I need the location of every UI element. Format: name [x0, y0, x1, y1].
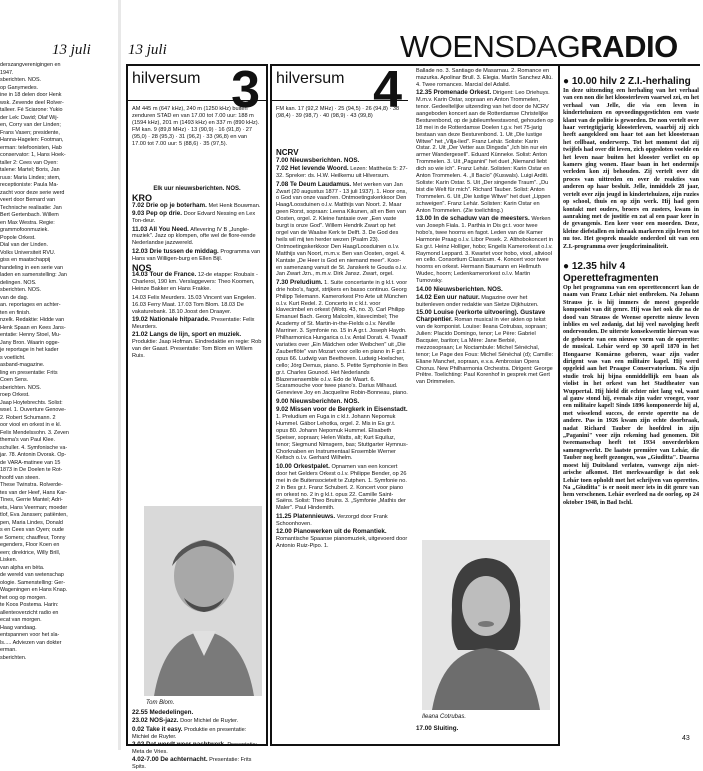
left-column-line: talleer. Fé Sciarone: Yukio [0, 107, 63, 113]
article-body-operettefragmenten: Op het programma van een operetteconcert kan de naam van Franz Lehár niet ontbreken. Na Johann Strauss jr. is hij immers de meest gespeelde komponist van dit genre. Hij was het ook die na de dood van Strauss de Weense operette nieuw leven inblies en wel zodanig, dat hij veel navolging heeft ondervonden. De uiterste konsekwentie hiervan was de geboorte van een nieuwe vorm van de operette: de musical. Lehár werd op 30 april 1870 in het Hongaarse Komárno geboren, waar zijn vader dirigent was van een militaire kapel. Hij werd opgeleid aan het Praagse Conservatorium. Na zijn studie trok hij bijna onmiddellijk een baan als violist in het orkest van het Stadtheater van Wuppertal. Hij hield dit echter niet lang vol, want al gauw stond hij, evenals zijn vader vroeger, voor een militaire kapel! Sinds 1896 komponeerde hij al, met wisselend succes, de eerste operette na de andere. Pas in 1926 kwam zijn echte doorbraak, nadat Richard Tauber de hoofdrol in zijn „Paganini" voor zijn rekening had genomen. Dit tweemanschap heeft tot 1934 onverderbken samengewerkt. De laatste première van Lehár, die Tauber nog heeft gezongen, was „Giuditta". Daarna moest hij Duitsland verlaten, vanwege zijn niet-arische afkomst. Het merkwaardige is dat ook Lehár toen opholdt met het schrijven van operettes. Na „Giuditta" is er nooit meer iets in dit genre van hem verschenen. Lehár overleed na de oorlog, op 24 oktober 1948, in Bad Ischl. [563, 284, 699, 506]
program-title: 14.03 Tour de France. [132, 271, 197, 279]
program-item [416, 295, 554, 309]
left-column-line: erman. [0, 647, 17, 653]
broadcaster-ncrv: NCRV [276, 148, 299, 157]
program-description: 12-de etappe: Roubaix - Charleroi, 190 km. Verslaggevers: Theo Koomen, Heinze Bakker en Hans Frakke. [132, 272, 258, 293]
program-title: 12.35 Promenade Orkest. [416, 89, 492, 97]
program-title: 7.00 Nieuwsberichten. NOS. [276, 156, 360, 164]
station-name: hilversum [132, 70, 201, 87]
program-description: Met Henk Bouwman. [208, 202, 261, 209]
program-item [416, 216, 554, 285]
left-column-line: egenders, Floor Koen en [0, 542, 60, 548]
left-column-line: erman: telefoonisten, Hab [0, 144, 62, 151]
program-description: Met werken van Jan Zwart (20 augustus 1877 - 13 juli 1937). 1. Hoor ons, o God van onze vaad'ren. Ontmoetingskerkkoor Den Haag/Loosduinen o.l.v. Matthijs van Noort. 2. Maar geen Rorst, sopraan: Leena Kikunen, alt en Ben van Oosten, orgel. 2. Kleine fantasie over „Een vaste burgt is onze God". Willem Hendrik Zwart op het orgel van de Waalse Kerk te Delft. 3. De God des heils wil mij ten herder wezen (Psalm 23). Ontmoetingskerkkoor Den Haag/Loosduinen o.l.v. Matthijs van Noort, m.m.v. Ben van Oosten, orgel. 4. Kantate „De Heer is God en niemand meer". Koor- en samenzang vanuit de St. Janskerk te Gouda o.l.v. Jan Zwart Jzn., m.m.v. Dirk Jansz. Zwart, orgel. [276, 181, 407, 278]
page-fold [118, 0, 121, 750]
program-description: Dirigent: Leo Driehuys. M.m.v. Karin Ostar, sopraan en Anton Trommelen, tenor. Gedeeltelijke uitzending van het door de NCRV aangeboden koncert aan de Rotterdamse Christelijke Besturenbond, op de jubileumfeestavond, gehouden op 18 mei in de Rotterdamse Doelen t.g.v. het 75-jarig bestaan van deze Besturenbond. 1. Uit „Die lustige Witwe" het „Vilja-lied". Franz Lehár. Soliste: Karin Ostar. 2. Uit „Der Vetter aus Dingsda" „Ich bin nur ein armer Wandergesell". Eduard Künneke. Solist: Anton Trommelen. 3. Uit „Paganini" het duet „Niemand liebt dich so wie ich". Franz Lehár. Solisten: Karin Ostar en Anton Trommelen. 4. „Il Bacio" (Kuswals). Luigi Arditi. Soliste: Karin Ostar. 5. Uit „Der singende Traum". „Du bist die Welt für mich". Richard Tauber. Solist: Anton Trommelen. 6. Uit „Die lustige Witwe" het duet „Lippen schweigen". Franz Lehár. Solisten: Karin Ostar en Anton Trommelen. (Zie toelichting.) [416, 90, 554, 214]
left-column-line: s en Cees van Oyen; oude [0, 527, 64, 533]
left-column-line: de wereld van wetenschap [0, 572, 64, 578]
right-articles [563, 76, 699, 746]
left-column-line: van de dag. [0, 294, 29, 301]
left-column-line: schuller. 4. Symfonische va- [0, 444, 68, 451]
program-description: Magazine over het buitenleven onder redaktie van Sietze Dijkhuizen. [416, 295, 539, 308]
left-column-line: sberichten. [0, 654, 27, 661]
program-title: 7.02 Drie op je boterham. [132, 201, 207, 209]
masthead-day: WOENSDAG [400, 29, 581, 64]
program-list [132, 184, 262, 502]
left-column-line: s voetlicht. [0, 354, 26, 361]
left-column-line: tes van der Heef, Hans Kar- [0, 489, 67, 496]
left-column-line: an. reportages en achter- [0, 302, 61, 308]
left-column-line: allenteoverzicht radio en [0, 609, 59, 616]
program-description: Produktie: Jaap Hofman. Eindredaktie en regie: Rob van der Gaast. Presentatie: Tom Blom en Willem Ruis. [132, 339, 262, 359]
left-column-line: een; direktrice, Willy Brill, [0, 549, 61, 556]
program-title: 23.02 NOS-jazz. [132, 717, 179, 725]
left-column-line: Coen Sens. [0, 377, 29, 383]
program-title: 14.00 Nieuwsberichten. NOS. [416, 285, 503, 293]
left-column-line: Dial van der Linden. [0, 242, 48, 248]
date-left: 13 juli [52, 42, 91, 58]
program-item [132, 272, 262, 293]
program-description: Romantische Spaanse pianomuziek, uitgevoerd door Antonio Ruiz-Pipo. 1. [276, 535, 408, 549]
frequency-info: FM kan. 17 (92,2 MHz) · 25 (94,5) · 26 (94,8) · 38 (98,4) · 39 (98,7) · 40 (98,9) · 43 (99,8) [276, 106, 400, 119]
date-middle: 13 juli [128, 42, 167, 58]
news-intro: Elk uur nieuwsberichten. NOS. [153, 186, 241, 192]
left-column-line: de VARA-matinee van 15 [0, 459, 61, 466]
left-column-line: ets, Hans Veerman; moeder [0, 504, 68, 511]
program-title: 22.55 Mededelingen. [132, 709, 194, 716]
left-column-line: taller 2: Cees van Oyen: [0, 159, 58, 166]
left-column-line: Jany Bron. Waarin ogge- [0, 339, 60, 346]
left-column-line: talene: Martel; Boris, Jan [0, 167, 60, 173]
left-column-line: van alpha en bèta. [0, 564, 45, 571]
program-item [132, 249, 262, 263]
program-description: Presentatie: Felix Meurders. [132, 316, 255, 330]
photo-ileana-cotrubas [422, 540, 550, 710]
page-number: 43 [682, 735, 690, 742]
left-column-line: tlof, Eva Janssen; patiënten, [0, 512, 68, 518]
left-column-line: te Koos Postema. Harin: [0, 602, 59, 608]
program-item [132, 203, 262, 210]
program-title: 10.00 Orkestpalet. [276, 462, 330, 470]
portrait-illustration [422, 540, 550, 710]
program-description: Aflevering IV B „Jungle-muziek". Jazz op klompen, ofte wel de flore-rende Nederlandse jazzwereld. [132, 226, 256, 247]
left-column-line: Bert Gertenbach. Willem [0, 212, 59, 218]
program-item [132, 742, 262, 756]
program-list-col2 [416, 68, 554, 528]
program-list-end [416, 726, 554, 740]
left-column-line: der Lek: David; Olaf Wij- [0, 114, 59, 121]
program-item [276, 280, 408, 397]
left-column-line: op Ganymedes. [0, 84, 39, 91]
left-column-line: Lisken. [0, 557, 18, 563]
program-title: 12.03 Drie tussen de middag. [132, 247, 219, 255]
left-column-line: thema's van Paul Klee. [0, 437, 55, 443]
program-description: Werken van Joseph Fiala. 1. Parthia in Dis gr.t. voor twee hobo's, twee hoorns en fagot. Leden van de Kamer Harmonie Praag o.l.v. Libor Pesek. 2. Althobokoncert in Es gr.t. Heinz Holliger, hobo; Engelis Kamerorkest o.l.v. Raymond Leppard. 3. Kwartet voor hobo, viool, altviool en cello. Consortium Classicum. 4. Koncert voor twee hoorns en orkest. Hermann Baumann en Hellmuth Wudec, hoorn; Ledenkamerorkest o.l.v. Martin Turnovsky. [416, 216, 554, 285]
program-title: 19.02 Nationale hitparade. [132, 315, 210, 323]
bullet-icon: ● [563, 260, 570, 272]
program-description: 14.03 Felix Meurders. 15.03 Vincent van Engelen. 16.03 Ferry Maat. 17.03 Tom Blom. 18.03 De vakaturebank. 18.10 Joost den Draayer. [132, 294, 256, 315]
station-header [128, 61, 266, 119]
program-item [276, 182, 408, 279]
left-column-line: roep Orkest. [0, 392, 30, 398]
program-title: 7.30 Preludium. [276, 278, 323, 286]
program-description: Opnamen van een koncert door het Gelders Orkest o.l.v. Philippe Bender, op 26 mei in de Buitensocieteit te Zutphen. 1. Symfonie no. 2 in Bes gr.t. Franz Schubert. 2. Koncert voor piano en orkest no. 2 in g kl.t. opus 22. Camille Saint-Saëns. Solist: Theo Bruins. 3. „Symfonie „Mathis der Maler". Paul Hindemith. [276, 463, 407, 512]
left-column-line: wsel. 1. Ouverture Genove- [0, 407, 66, 413]
left-column-line: ologie. Samenstelling: Ger- [0, 579, 66, 586]
program-item [416, 90, 554, 214]
program-item [276, 407, 408, 462]
program-title: 14.02 Een uur natuur. [416, 294, 480, 301]
program-description: Produktie en presentatie: Michiel de Ruyter. [132, 726, 247, 740]
program-title: 0.02 Take it easy. [132, 725, 183, 733]
left-column-line: entspannen voor het sla- [0, 632, 60, 638]
program-description: Door Michiel de Ruyter. [180, 718, 239, 725]
left-column-line: 1947. [0, 69, 14, 76]
left-column-line: hoofd van steen. [0, 474, 40, 481]
left-column-line: en, Corry van der Linden; [0, 122, 61, 128]
program-title: 15.00 Louise (verkorte uitvoering). Gustave Charpentier. [416, 309, 546, 324]
program-item [132, 317, 262, 331]
left-column-line: Haag vandaag. [0, 624, 37, 631]
left-column-line: sberichten. NOS. [0, 77, 42, 83]
program-item [276, 158, 408, 165]
left-column-line: grammofoonmuziek. [0, 227, 49, 233]
left-column-line: en Max Westra. Regie: [0, 219, 55, 226]
masthead [400, 30, 700, 66]
left-column-line: sberichten. NOS. [0, 384, 42, 391]
program-item [132, 211, 262, 225]
program-item [276, 464, 408, 512]
program-item [276, 529, 408, 550]
station-box-hilversum3 [126, 61, 268, 771]
program-title: 21.02 Langs de lijn, sport en muziek. [132, 331, 242, 339]
program-description: Presentatie: Meta de Vries. [132, 742, 258, 756]
left-column-line: Frans Vasen; presidente, [0, 129, 60, 136]
left-column-line: 2. Robert Schumann. 2 [0, 414, 56, 421]
program-description: Ballade no. 3. Santiago de Masarnau. 2. Romance en mazurka. Apolinar Brull. 3. Elegia. Martín Sanchez Allú. 4. Twee romances. Marcial del Adalid. [416, 68, 553, 88]
left-column-line: These Twinstra. Rolverde- [0, 482, 63, 488]
left-column-line: Felix Mendelssohn. 3. Zeven [0, 429, 69, 436]
station-box-hilversum4 [270, 61, 560, 746]
left-column-line: receptioniste: Paula Ma- [0, 182, 59, 188]
left-column-line: Technische realisatie: Jan [0, 204, 62, 211]
program-title: 7.08 Te Deum Laudamus. [276, 180, 352, 188]
program-title: 2.02 Dat wordt weer nachtwerk. [132, 741, 226, 749]
program-description: Presentatie: Frits Spits. [132, 757, 252, 771]
masthead-radio: RADIO [580, 29, 678, 64]
left-column-line: pen, Maria Lindes, Donald [0, 519, 63, 526]
left-column-line: asband-magazine. [0, 362, 45, 368]
program-description: 1. Preludium en Fuga in c kl.t. Johann Nepomuk Hummel. Gábor Lehotka, orgel. 2. Mis in Es gr.t. opus 80. Johann Nepomuk Hummel. Elisabeth Speiser, sopraan; Helen Watts, alt; Kurt Equiluz, tenor; Siegmund Nimsgern, bas; Stuttgarter Hymnus-Chorknaben en Instrumentaal Ensemble Werner Keltsch o.l.v. Gerhard Wilhelm. [276, 414, 408, 462]
photo-caption: Tom Blom. [146, 700, 175, 706]
left-column-line: ine in 18 delen door Henk [0, 92, 62, 98]
left-column-line: Volks Universiteit RVU. [0, 249, 56, 256]
left-column-line: sberichten. NOS. [0, 287, 42, 293]
left-column-line: ecat van morgen. [0, 617, 42, 623]
left-column-line: ling en presentatie: Frits [0, 369, 58, 376]
program-item [132, 295, 262, 316]
program-title: 17.00 Sluiting. [416, 725, 459, 732]
program-title: 13.00 In de schaduw van de meesters. [416, 215, 530, 223]
left-column-line: ruus: Maria Lindes; stem, [0, 174, 61, 181]
program-item [132, 727, 262, 741]
portrait-illustration [144, 506, 262, 696]
program-list-night [132, 709, 262, 771]
program-description: Lezen: Mattheüs 5: 27-32. Spreker: ds. H.W. Heilkemu uit Hilversum. [276, 166, 408, 180]
program-item [132, 718, 262, 725]
left-column-line: zacht voor deze serie werd [0, 189, 65, 196]
station-number: 4 [373, 61, 402, 119]
program-title: 12.00 Pianowerken uit de Romantiek. [276, 528, 387, 536]
left-column-line: Jaap Hoytebrechts. Solist: [0, 399, 63, 406]
bullet-icon: ● [563, 76, 570, 87]
program-title: 11.25 Platennieuws. [276, 512, 336, 520]
photo-tom-blom [144, 506, 262, 696]
article-body-zi-herhaling: In deze uitzending een herhaling van het verhaal van een non die het kloosterleven vaarwel zei, en het verhaal van Jelle, die via een leven in kindertehuizen en opvoedingsgestichten een vaste klant van de politie is geworden. De non vertelt over haar vertegtigjarig kloosterleven, waarbij zij zich heeft aangekleed om haar tot aan het kloosteraan het cellbaat, onderwerp. Tot het moment dat zij twijfels had over dit leven, zich opgesloten voelde en het leven naar buiten het klooster verliet en op kamers ging wonen. Haar baan in het ondermijs verleden kon zij behouden. Zij vertelt over dit proces van uittreden en over de reakties van anderen op haar besluit. Jelle, inmiddels 28 jaar, vertelt over zijn jeugd in kindertehuizen, zijn ruzies op school, thuis en op zijn werk. Hij had geen kontakt met ouders, broers en zusters, kwam in aanraking met de justitie en zat al een paar keer in de gevangenis. Een keer voor een moorden. Deze, kleine diefstallen en inbraak markeren zijn leven tot nu toe. Het gesprek maakte onderdeel uit van een Z.I.-programma over jeugdcriminaliteit. [563, 88, 699, 250]
left-column-line: Henk Spaan en Kees Jans- [0, 324, 66, 331]
program-item [416, 68, 554, 89]
program-title: 4.02-7.00 De achternacht. [132, 756, 208, 764]
program-description: Verzorgd door Frank Schoonhoven. [276, 513, 388, 527]
program-description: Roman musical in vier akten op tekst van de komponist. Louise: Ileana Cotrubas, sopraan; Julien: Placido Domingo, tenor; Le Père: Gabriel Bacquier, bariton; La Mère: Jane Berbié, mezzosopraan; Le Noctambule: Michel Sénéchal, tenor; Le Page des Fous: Michel Sénéchal (d); Camille: Eliane Manchet, sopraan, e.v.a. Ambrosian Opera Chorus. New Philharmonia Orchestra. Dirigent: George Prêtre. Toelichting: Paul Korenhof in gesprek met Gert van Drimmelen. [416, 317, 554, 386]
left-column-line: Hanna-Hagelen: Footman, [0, 137, 64, 143]
photo-caption: Ileana Cotrubas. [422, 714, 467, 720]
left-column-line: ls..... Adviezen van dokter [0, 639, 62, 646]
left-column-line: veert door Bernard van [0, 197, 56, 203]
program-item [276, 399, 408, 406]
left-column-line: Tines, Gerrie Mantel; Adri- [0, 497, 63, 503]
left-column-line: laden en samenstelling: Jan [0, 272, 67, 278]
frequency-info: AM 445 m (647 kHz), 240 m (1250 kHz) buiten zenduren STAD en van 17.00 tot 7.00 uur: 188 m (1594 kHz), 201 m (1493 kHz) en 337 m (890 kHz). FM kan. 9 (89,8 MHz) · 13 (90,9) · 16 (91,8) · 27 (95,0) · 28 (95,3) · 31 (96,2) · 33 (96,8) en van 17.00 tot 7.00 uur: 5 (88,6) · 35 (97,5). [132, 106, 260, 147]
left-column-line: derszangverenigingen en [0, 62, 61, 68]
program-item [416, 287, 554, 294]
left-column-line: delingen. NOS. [0, 279, 37, 286]
program-item [132, 757, 262, 771]
left-column-line: Wageningen en Hans Knap. [0, 587, 68, 593]
program-item [276, 514, 408, 528]
left-column-line: het oog op morgen. [0, 594, 47, 601]
left-column-line: conservator: 1, Hans Hoek- [0, 152, 66, 158]
program-title: 9.00 Nieuwsberichten. NOS. [276, 397, 360, 405]
left-column-line: handeling in een serie van [0, 264, 63, 271]
station-number: 3 [231, 61, 260, 119]
program-title: 7.02 Het levende Woord. [276, 165, 349, 173]
program-description: 1. Suite concertante in g kl.t. voor drie hobo's, fagot, strijkers en basso continuo. Georg Philipp Telemann. Kamerorkest Pro Arte uit München o.l.v. Kurt Redel. 2. Concerto in c kl.t. voor klavecimbel en orkest (Wotq. 43, no. 3). Carl Philipp Emanuel Bach. Georg Malcolm, klavecimbel; The Academy of St. Martin-in-the-Fields o.l.v. Neville Marriner. 3. Symfonie no. 15 in A gr.t. Joseph Haydn. Philharmonica Hungarica o.l.v. Antal Dorati. 4. Twaalf variaties over „Ein Mädchen oder Weibchen" uit „Die Zauberflöte" van Mozart voor cello en piano in F gr.t. opus 66. Ludwig van Beethoven. Ludwig Hoelscher, cello; Jörg Demus, piano. 5. Petite Symphonie in Bes gr.t. Charles Gounod. Het Nederlands Blazersensemble o.l.v. Edo de Waart. 6. Scaramouche voor twee piano's. Darius Milhaud. Genevieve Joy en Jacqueline Robin-Bonneau, piano. [276, 279, 408, 397]
program-title: 9.02 Missen voor de Bergkerk in Eisenstadt. [276, 406, 408, 414]
left-column-line: e Somers; chauffeur, Tonny [0, 534, 66, 541]
program-item [276, 166, 408, 180]
article-title-operettefragmenten: ● 12.35 hilv 4 Operettefragmenten [563, 260, 659, 284]
program-title: 9.03 Pep op drie. [132, 210, 183, 218]
left-column-line: jar. 78. Antonin Dvorak. Op- [0, 452, 67, 458]
program-list-col1 [276, 148, 408, 740]
left-column-text [0, 62, 104, 744]
program-description: Programma van Hans van Willigen-burg en Ellen Bijl. [132, 248, 261, 262]
article-title-zi-herhaling: ● 10.00 hilv 2 Z.I.-herhaling [563, 76, 691, 87]
program-item [416, 310, 554, 386]
program-item [132, 332, 262, 360]
program-item [416, 726, 554, 733]
left-column-line: ten en finish. [0, 309, 31, 316]
left-column-line: oor viool en orkest in e kl. [0, 422, 62, 428]
program-item [132, 227, 262, 248]
left-column-line: je reportage in het kader [0, 347, 59, 353]
broadcaster-nos: NOS [132, 262, 152, 273]
left-column-line: giss en maatschappij [0, 257, 51, 263]
left-column-line: entatie: Henny Stoel, Mu- [0, 332, 61, 338]
left-column-line: 1873 in De Doelen te Rot- [0, 467, 63, 473]
program-title: 11.03 All You Need. [132, 225, 189, 233]
program-description: Door Edvard Nessing en Lex Ton-deur. [132, 211, 256, 225]
broadcaster-kro: KRO [132, 192, 152, 203]
left-column-line: nzelk. Redaktie: Hidde van [0, 317, 65, 323]
program-item [132, 710, 262, 717]
left-column-line: wsk. Zevende deel Rolver- [0, 99, 64, 106]
station-name: hilversum [276, 70, 345, 87]
left-column-line: Popole Orkest. [0, 234, 36, 241]
